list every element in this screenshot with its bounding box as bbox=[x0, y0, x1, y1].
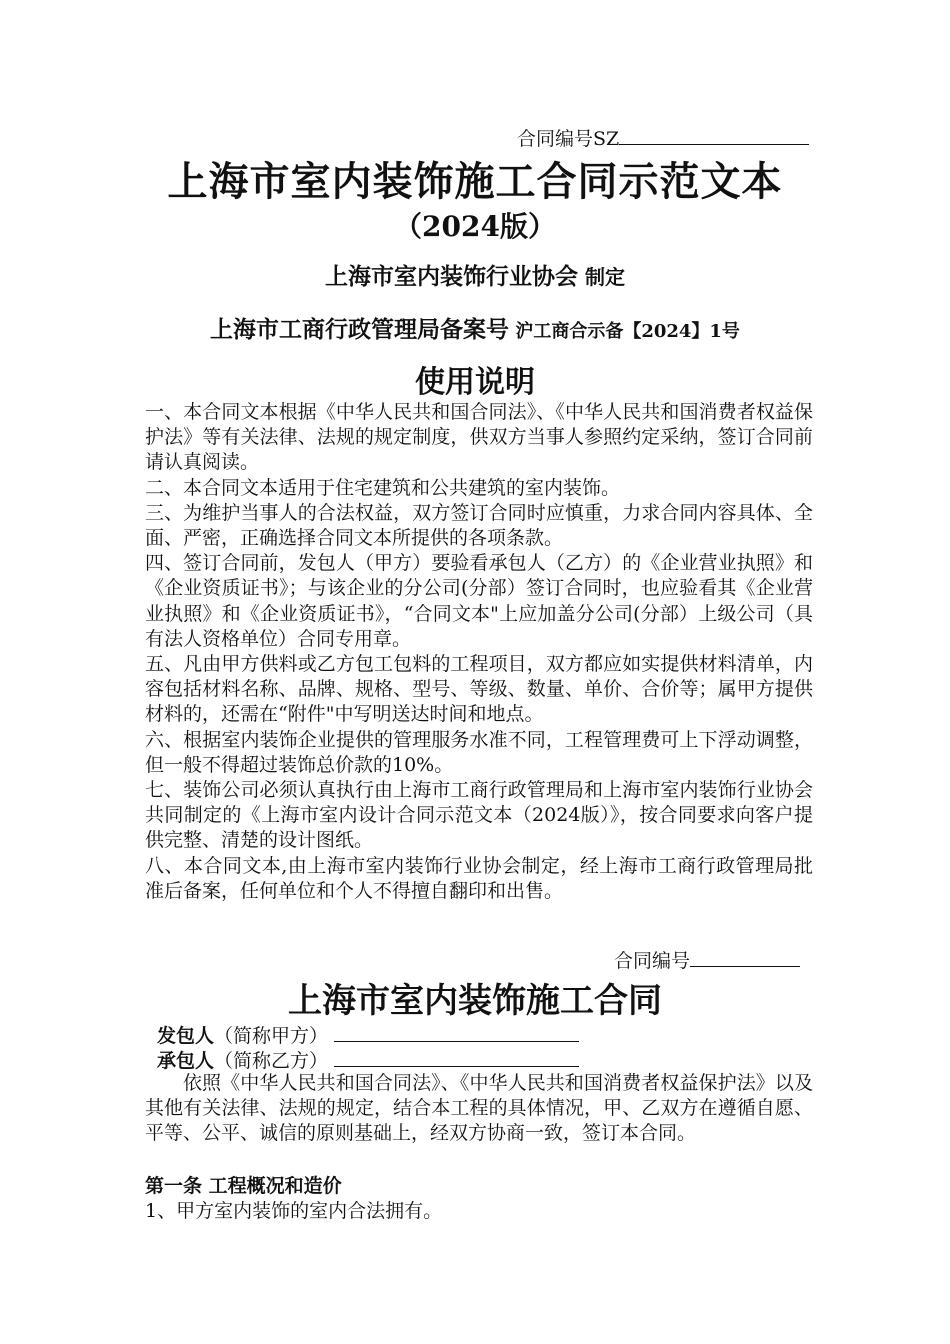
filing-number: 沪工商合示备【2024】1号 bbox=[509, 321, 740, 342]
party-a-label: 发包人 bbox=[157, 1025, 215, 1047]
contract-number-line bbox=[517, 124, 809, 151]
contract-number-label: 合同编号SZ bbox=[517, 128, 620, 150]
usage-title: 使用说明 bbox=[415, 365, 535, 400]
usage-instructions bbox=[145, 400, 813, 904]
usage-paragraph: 六、根据室内装饰企业提供的管理服务水准不同，工程管理费可上下浮动调整，但一般不得超过装饰总价款的10%。 bbox=[145, 728, 813, 776]
maker-line bbox=[0, 258, 950, 291]
contract-number-label-2: 合同编号 bbox=[613, 950, 690, 972]
party-a-note: （简称甲方） bbox=[214, 1025, 329, 1047]
document-title: 上海市室内装饰施工合同示范文本 bbox=[167, 158, 783, 205]
party-a-blank[interactable] bbox=[334, 1025, 579, 1042]
usage-paragraph: 三、为维护当事人的合法权益，双方签订合同时应慎重，力求合同内容具体、全面、严密，正确选择合同文本所提供的各项条款。 bbox=[145, 501, 813, 550]
article-1-item-1: 1、甲方室内装饰的室内合法拥有。 bbox=[145, 1200, 443, 1222]
party-b-note: （简称乙方） bbox=[214, 1050, 329, 1072]
contract-number-blank-2[interactable] bbox=[690, 950, 800, 967]
filing-line bbox=[0, 311, 950, 344]
contract-title: 上海市室内装饰施工合同 bbox=[288, 981, 662, 1021]
usage-paragraph: 二、本合同文本适用于住宅建筑和公共建筑的室内装饰。 bbox=[145, 476, 621, 499]
usage-paragraph: 一、本合同文本根据《中华人民共和国合同法》、《中华人民共和国消费者权益保护法》等有关法律、法规的规定制度，供双方当事人参照约定采纳，签订合同前请认真阅读。 bbox=[145, 401, 813, 474]
maker-suffix: 制定 bbox=[578, 265, 625, 289]
party-b-blank[interactable] bbox=[334, 1050, 579, 1067]
contract-number-blank[interactable] bbox=[619, 128, 809, 145]
usage-paragraph: 八、本合同文本,由上海市室内装饰行业协会制定，经上海市工商行政管理局批准后备案，任何单位和个人不得擅自翻印和出售。 bbox=[145, 854, 813, 902]
article-1-title: 第一条 工程概况和造价 bbox=[145, 1175, 342, 1197]
usage-paragraph: 五、凡由甲方供料或乙方包工包料的工程项目，双方都应如实提供材料清单，内容包括材料名称、品牌、规格、型号、等级、数量、单价、合价等；属甲方提供材料的，还需在“附件"中写明送达时间和地点。 bbox=[145, 653, 813, 726]
filing-label: 上海市工商行政管理局备案号 bbox=[210, 316, 510, 343]
contract-number-line-2 bbox=[614, 946, 800, 973]
maker-org: 上海市室内装饰行业协会 bbox=[325, 263, 579, 290]
party-b-line bbox=[157, 1046, 579, 1073]
party-b-label: 承包人 bbox=[157, 1050, 215, 1072]
contract-preamble: 依照《中华人民共和国合同法》、《中华人民共和国消费者权益保护法》以及其他有关法律、法规的规定，结合本工程的具体情况，甲、乙双方在遵循自愿、平等、公平、诚信的原则基础上，经双方协商一致，签订本合同。 bbox=[145, 1072, 813, 1145]
edition-label: （2024版） bbox=[394, 210, 556, 243]
party-a-line bbox=[157, 1021, 579, 1048]
usage-paragraph: 四、签订合同前，发包人（甲方）要验看承包人（乙方）的《企业营业执照》和《企业资质证书》；与该企业的分公司(分部）签订合同时，也应验看其《企业营业执照》和《企业资质证书》，“合同文本"上应加盖分公司(分部）上级公司（具有法人资格单位）合同专用章。 bbox=[145, 552, 813, 650]
usage-paragraph: 七、装饰公司必须认真执行由上海市工商行政管理局和上海市室内装饰行业协会共同制定的《上海市室内设计合同示范文本（2024版）》，按合同要求向客户提供完整、清楚的设计图纸。 bbox=[145, 779, 813, 852]
